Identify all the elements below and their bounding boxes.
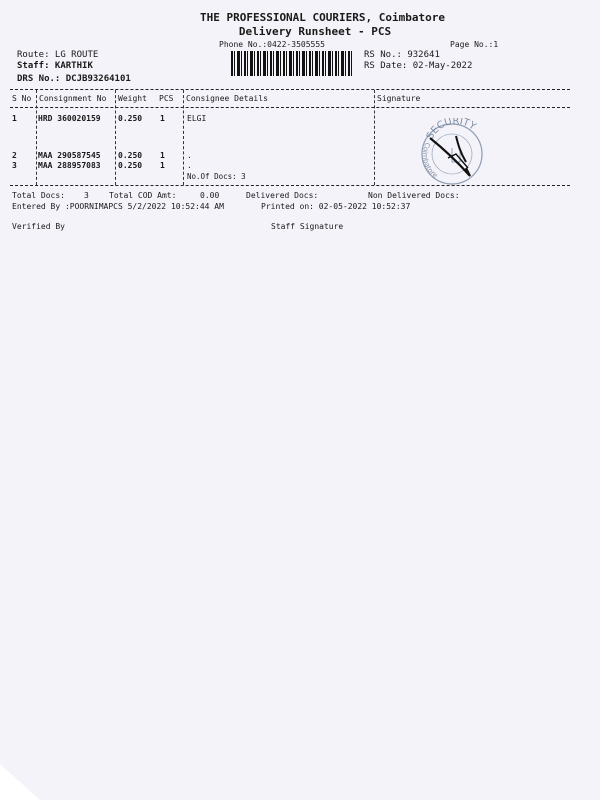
row-2-weight: 0.250 [118, 151, 143, 160]
table-header-rule [10, 107, 570, 108]
printed-on: Printed on: 02-05-2022 10:52:37 [261, 202, 411, 211]
staff-label: Staff: KARTHIK [17, 61, 93, 71]
total-cod-value: 0.00 [200, 191, 220, 200]
rs-date: RS Date: 02-May-2022 [364, 61, 473, 71]
drs-number: DRS No.: DCJB93264101 [17, 74, 131, 84]
row-2-details: . [187, 151, 192, 160]
col-divider [36, 90, 37, 185]
staff-signature: Staff Signature [271, 222, 344, 231]
header-signature: Signature [377, 94, 421, 103]
delivered-docs: Delivered Docs: [246, 191, 319, 200]
total-docs-label: Total Docs: [12, 191, 65, 200]
rs-number: RS No.: 932641 [364, 50, 440, 60]
route-label: Route: LG ROUTE [17, 50, 99, 60]
svg-text:SECURITY: SECURITY [424, 118, 478, 142]
row-2-sno: 2 [12, 151, 17, 160]
svg-text:Coimbatore: Coimbatore [420, 141, 440, 180]
table-top-rule [10, 89, 570, 90]
row-1-consignment: HRD 360020159 [38, 114, 101, 123]
header-sno: S No [12, 94, 32, 103]
company-title: THE PROFESSIONAL COURIERS, Coimbatore [199, 11, 446, 24]
entered-by: Entered By :POORNIMAPCS 5/2/2022 10:52:44 AM [12, 202, 224, 211]
phone-number: Phone No.:0422-3505555 [219, 40, 325, 49]
barcode [231, 51, 352, 76]
row-3-consignment: MAA 288957083 [38, 161, 101, 170]
total-cod-label: Total COD Amt: [109, 191, 177, 200]
header-weight: Weight [118, 94, 147, 103]
total-docs-value: 3 [84, 191, 89, 200]
row-3-weight: 0.250 [118, 161, 143, 170]
security-stamp [408, 118, 498, 190]
header-consignee: Consignee Details [186, 94, 268, 103]
row-3-sno: 3 [12, 161, 17, 170]
header-consignment: Consignment No [39, 94, 107, 103]
scan-corner [0, 764, 40, 800]
col-divider [115, 90, 116, 185]
row-1-details: ELGI [187, 114, 207, 123]
row-1-sno: 1 [12, 114, 17, 123]
col-divider [183, 90, 184, 185]
verified-by: Verified By [12, 222, 65, 231]
row-1-pcs: 1 [160, 114, 165, 123]
page-number: Page No.:1 [450, 40, 499, 49]
row-1-weight: 0.250 [118, 114, 143, 123]
document-title: Delivery Runsheet - PCS [238, 25, 392, 38]
row-3-details: . [187, 161, 192, 170]
col-divider [374, 90, 375, 185]
row-2-consignment: MAA 290587545 [38, 151, 101, 160]
non-delivered-docs: Non Delivered Docs: [368, 191, 460, 200]
row-3-pcs: 1 [160, 161, 165, 170]
row-2-pcs: 1 [160, 151, 165, 160]
no-of-docs: No.Of Docs: 3 [187, 172, 246, 181]
header-pcs: PCS [159, 94, 174, 103]
